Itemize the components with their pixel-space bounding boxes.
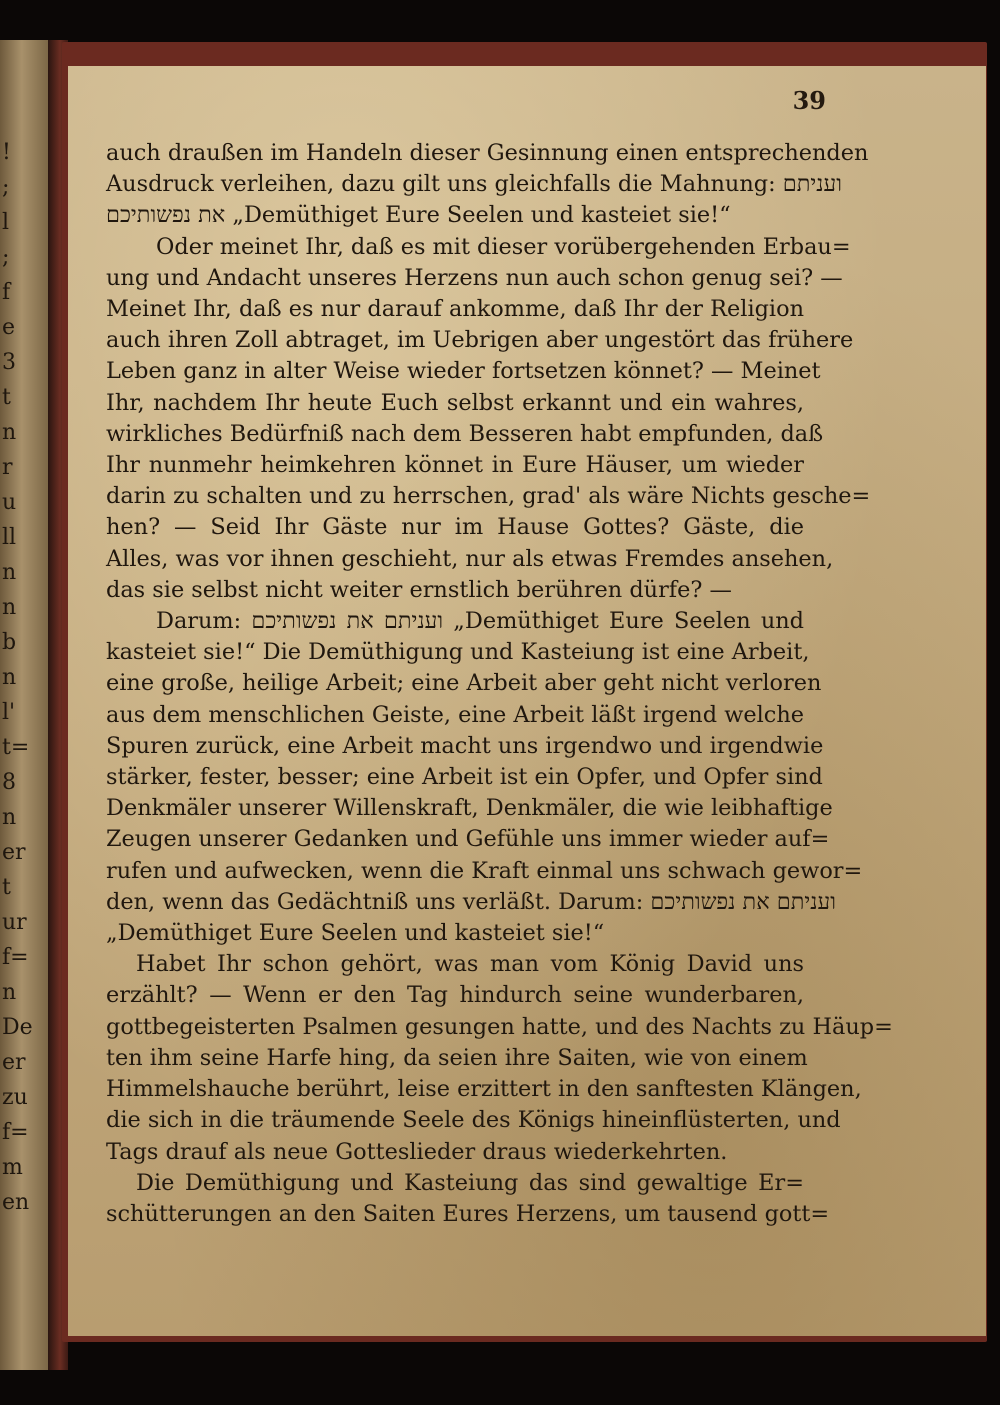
left-page-fragment: n bbox=[2, 805, 17, 830]
left-page-fragment: ! bbox=[2, 140, 11, 165]
text-line: kasteiet sie!“ Die Demüthigung und Kasteiung ist eine Arbeit, bbox=[106, 639, 810, 666]
text-line: Ausdruck verleihen, dazu gilt uns gleichfalls die Mahnung: ועניתם bbox=[106, 171, 842, 198]
left-page-fragment: n bbox=[2, 420, 17, 445]
text-line: den, wenn das Gedächtniß uns verläßt. Darum: ועניתם את נפשותיכם bbox=[106, 888, 836, 915]
text-line: Ihr nunmehr heimkehren könnet in Eure Häuser, um wieder bbox=[106, 452, 804, 479]
left-page-fragment: f= bbox=[2, 945, 29, 970]
text-line: eine große, heilige Arbeit; eine Arbeit aber geht nicht verloren bbox=[106, 670, 822, 697]
text-line: gottbegeisterten Psalmen gesungen hatte, und des Nachts zu Häup= bbox=[106, 1013, 893, 1040]
text-line: Die Demüthigung und Kasteiung das sind gewaltige Er= bbox=[136, 1169, 804, 1196]
text-line: wirkliches Bedürfniß nach dem Besseren habt empfunden, daß bbox=[106, 420, 824, 447]
text-line: את נפשותיכם „Demüthiget Eure Seelen und kasteiet sie!“ bbox=[106, 202, 731, 229]
text-line: Habet Ihr schon gehört, was man vom König David uns bbox=[136, 951, 804, 978]
left-page-fragment: e bbox=[2, 315, 16, 340]
text-line: Oder meinet Ihr, daß es mit dieser vorübergehenden Erbau= bbox=[156, 233, 851, 260]
left-page-fragment: t bbox=[2, 875, 11, 900]
left-page-fragment: u bbox=[2, 490, 17, 515]
left-page-fragment: en bbox=[2, 1190, 30, 1215]
page-text bbox=[106, 138, 893, 1230]
left-page-fragment: ll bbox=[2, 525, 17, 550]
text-line: Himmelshauche berührt, leise erzittert in den sanftesten Klängen, bbox=[106, 1076, 862, 1103]
left-page-fragment: r bbox=[2, 455, 13, 480]
text-line: hen? — Seid Ihr Gäste nur im Hause Gottes? Gäste, die bbox=[106, 514, 804, 541]
text-line: „Demüthiget Eure Seelen und kasteiet sie!“ bbox=[106, 920, 605, 947]
text-line: Leben ganz in alter Weise wieder fortsetzen könnet? — Meinet bbox=[106, 358, 821, 385]
left-page-fragment: b bbox=[2, 630, 17, 655]
left-page-fragment: f bbox=[2, 280, 11, 305]
left-page-fragment: De bbox=[2, 1015, 33, 1040]
text-line: auch ihren Zoll abtraget, im Uebrigen aber ungestört das frühere bbox=[106, 327, 854, 354]
left-page-fragment: n bbox=[2, 560, 17, 585]
text-line: schütterungen an den Saiten Eures Herzens, um tausend gott= bbox=[106, 1200, 830, 1227]
left-page-fragment: t= bbox=[2, 735, 30, 760]
left-page-fragment: ; bbox=[2, 175, 10, 200]
left-page-fragment: 8 bbox=[2, 770, 16, 795]
text-line: ten ihm seine Harfe hing, da seien ihre Saiten, wie von einem bbox=[106, 1044, 808, 1071]
text-line: Meinet Ihr, daß es nur darauf ankomme, daß Ihr der Religion bbox=[106, 296, 804, 323]
text-line: Ihr, nachdem Ihr heute Euch selbst erkannt und ein wahres, bbox=[106, 389, 804, 416]
text-line: Spuren zurück, eine Arbeit macht uns irgendwo und irgendwie bbox=[106, 732, 824, 759]
left-page-fragment: er bbox=[2, 840, 26, 865]
book-page bbox=[68, 66, 986, 1336]
text-line: das sie selbst nicht weiter ernstlich berühren dürfe? — bbox=[106, 576, 732, 603]
text-line: Zeugen unserer Gedanken und Gefühle uns immer wieder auf= bbox=[106, 826, 830, 853]
text-line: rufen und aufwecken, wenn die Kraft einmal uns schwach gewor= bbox=[106, 857, 863, 884]
left-page-fragment: n bbox=[2, 980, 17, 1005]
left-page-fragment: t bbox=[2, 385, 11, 410]
text-line: aus dem menschlichen Geiste, eine Arbeit läßt irgend welche bbox=[106, 701, 804, 728]
text-line: Denkmäler unserer Willenskraft, Denkmäler, die wie leibhaftige bbox=[106, 795, 833, 822]
text-line: Darum: ועניתם את נפשותיכם „Demüthiget Eure Seelen und bbox=[156, 608, 804, 635]
text-line: auch draußen im Handeln dieser Gesinnung einen entsprechenden bbox=[106, 140, 869, 166]
left-page-fragment: f= bbox=[2, 1120, 29, 1145]
left-page-fragment: zu bbox=[2, 1085, 28, 1110]
text-line: die sich in die träumende Seele des Königs hineinflüsterten, und bbox=[106, 1107, 841, 1134]
left-page-fragment: l' bbox=[2, 700, 16, 725]
left-page-edge bbox=[0, 40, 48, 1370]
left-page-fragment: m bbox=[2, 1155, 23, 1180]
page-number: 39 bbox=[792, 86, 826, 115]
left-page-fragment: n bbox=[2, 595, 17, 620]
text-line: Tags drauf als neue Gotteslieder draus wiederkehrten. bbox=[106, 1138, 728, 1165]
left-page-fragment: ur bbox=[2, 910, 27, 935]
left-page-fragment: l bbox=[2, 210, 10, 235]
text-line: darin zu schalten und zu herrschen, grad' als wäre Nichts gesche= bbox=[106, 483, 871, 510]
left-page-fragment: n bbox=[2, 665, 17, 690]
text-line: ung und Andacht unseres Herzens nun auch schon genug sei? — bbox=[106, 264, 843, 291]
left-page-fragment: ; bbox=[2, 245, 10, 270]
text-line: Alles, was vor ihnen geschieht, nur als etwas Fremdes ansehen, bbox=[106, 545, 834, 572]
left-page-fragment: er bbox=[2, 1050, 26, 1075]
text-line: stärker, fester, besser; eine Arbeit ist ein Opfer, und Opfer sind bbox=[106, 764, 823, 791]
left-page-fragment: 3 bbox=[2, 350, 16, 375]
text-line: erzählt? — Wenn er den Tag hindurch seine wunderbaren, bbox=[106, 982, 804, 1009]
